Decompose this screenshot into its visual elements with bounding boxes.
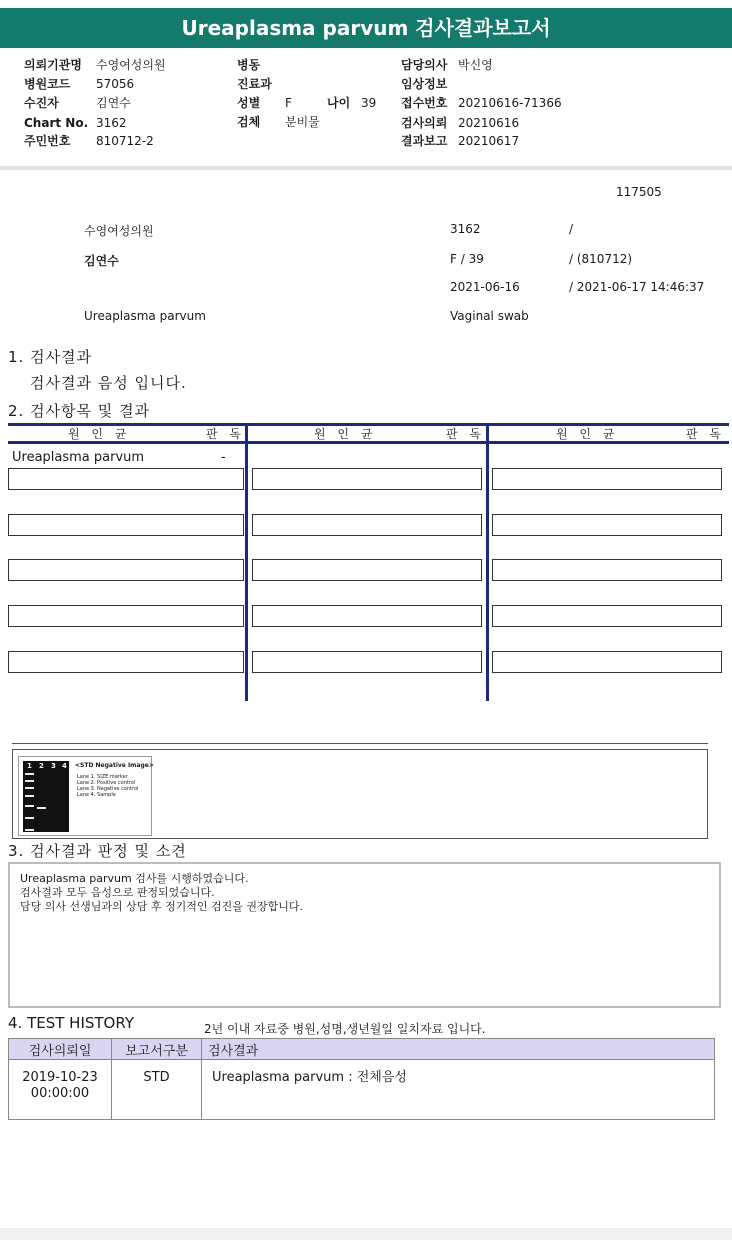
age-value: 39 xyxy=(361,96,377,110)
pi-report-datetime: / 2021-06-17 14:46:37 xyxy=(569,280,705,294)
doctor-value: 박신영 xyxy=(458,58,493,72)
department-row xyxy=(237,75,285,93)
institution-row xyxy=(24,56,166,74)
result-box xyxy=(492,514,722,536)
hospital-code-label: 병원코드 xyxy=(24,77,71,91)
institution-label: 의뢰기관명 xyxy=(24,58,82,72)
result-box xyxy=(8,559,244,581)
department-label: 진료과 xyxy=(237,77,272,91)
result-box xyxy=(252,605,482,627)
gel-legend-item: Lane 2. Positive control xyxy=(77,780,136,786)
gel-band xyxy=(25,787,34,789)
specimen-label: 검체 xyxy=(237,115,261,129)
col3-judgement-header: 판 독 xyxy=(686,427,725,441)
result-box xyxy=(8,651,244,673)
row1-result: - xyxy=(221,450,226,465)
pi-patient-name: 김연수 xyxy=(84,254,119,268)
gel-lane-label: 3 xyxy=(51,762,56,770)
result-box xyxy=(252,514,482,536)
gel-lane-label: 2 xyxy=(39,762,44,770)
history-header-type: 보고서구분 xyxy=(112,1039,202,1060)
gel-band xyxy=(25,795,34,797)
gel-image xyxy=(18,756,152,836)
col3-pathogen-header: 원 인 균 xyxy=(556,427,619,441)
bottom-bar xyxy=(0,1228,732,1240)
patient-label: 수진자 xyxy=(24,96,59,110)
resident-no-label: 주민번호 xyxy=(24,134,71,148)
receipt-no-row xyxy=(401,94,562,112)
resident-no-row xyxy=(24,132,154,150)
result-box xyxy=(492,468,722,490)
result-box xyxy=(8,468,244,490)
gel-title: <STD Negative Image> xyxy=(75,762,154,769)
image-top-rule xyxy=(12,743,708,744)
ward-label: 병동 xyxy=(237,58,261,72)
history-row xyxy=(9,1060,715,1120)
hospital-code-row xyxy=(24,75,134,93)
col2-pathogen-header: 원 인 균 xyxy=(314,427,377,441)
age-label: 나이 xyxy=(327,96,351,110)
section4-title: 4. TEST HISTORY xyxy=(8,1014,134,1032)
sex-age-row xyxy=(237,94,376,112)
history-result: Ureaplasma parvum : 전체음성 xyxy=(202,1060,715,1120)
sex-value: F xyxy=(285,96,292,110)
sex-label: 성별 xyxy=(237,96,261,110)
ward-row xyxy=(237,56,285,74)
report-code: 117505 xyxy=(616,185,662,199)
gel-lane-label: 4 xyxy=(62,762,67,770)
opinion-line: Ureaplasma parvum 검사를 시행하였습니다. xyxy=(20,872,249,885)
history-date: 2019-10-23 xyxy=(22,1070,98,1085)
result-report-label: 결과보고 xyxy=(401,134,448,148)
resident-no-value: 810712-2 xyxy=(96,134,154,148)
opinion-line: 검사결과 모두 음성으로 판정되었습니다. xyxy=(20,886,215,899)
request-row xyxy=(401,114,519,132)
result-box xyxy=(252,651,482,673)
pi-chart-no: 3162 xyxy=(450,222,481,236)
chart-no-row xyxy=(24,114,127,132)
result-box xyxy=(252,468,482,490)
gel-band xyxy=(25,805,34,807)
row1-pathogen: Ureaplasma parvum xyxy=(12,450,145,465)
result-report-row xyxy=(401,132,519,150)
history-note: 2년 이내 자료중 병원,성명,생년월일 일치자료 입니다. xyxy=(204,1022,486,1036)
col1-judgement-header: 판 독 xyxy=(206,427,245,441)
pi-test-name: Ureaplasma parvum xyxy=(84,309,206,323)
section3-title: 3. 검사결과 판정 및 소견 xyxy=(8,842,187,860)
pi-institution: 수영여성의원 xyxy=(84,224,154,238)
gel-lane-label: 1 xyxy=(27,762,32,770)
gel-band xyxy=(25,829,34,831)
result-box xyxy=(492,605,722,627)
history-type: STD xyxy=(112,1060,202,1120)
section1-text: 검사결과 음성 입니다. xyxy=(30,374,187,392)
gel-legend-item: Lane 1. SIZE marker xyxy=(77,774,128,780)
section1-title: 1. 검사결과 xyxy=(8,348,93,366)
doctor-row xyxy=(401,56,493,74)
result-box xyxy=(492,559,722,581)
result-box xyxy=(8,605,244,627)
history-date-cell xyxy=(9,1060,112,1120)
col1-pathogen-header: 원 인 균 xyxy=(68,427,131,441)
pi-resident-no: / (810712) xyxy=(569,252,633,266)
specimen-value: 분비물 xyxy=(285,115,320,129)
patient-row xyxy=(24,94,131,112)
result-report-value: 20210617 xyxy=(458,134,520,148)
institution-value: 수영여성의원 xyxy=(96,58,166,72)
patient-value: 김연수 xyxy=(96,96,131,110)
specimen-row xyxy=(237,113,320,131)
hospital-code-value: 57056 xyxy=(96,77,135,91)
pi-request-date: 2021-06-16 xyxy=(450,280,520,294)
section2-title: 2. 검사항목 및 결과 xyxy=(8,402,151,420)
history-time: 00:00:00 xyxy=(30,1086,90,1101)
chart-no-value: 3162 xyxy=(96,116,127,130)
results-table-divider-1 xyxy=(245,423,248,701)
clinical-row xyxy=(401,75,458,93)
result-box xyxy=(492,651,722,673)
report-title: Ureaplasma parvum 검사결과보고서 xyxy=(0,8,732,48)
pi-sex-age: F / 39 xyxy=(450,252,484,266)
pi-specimen: Vaginal swab xyxy=(450,309,529,323)
col2-judgement-header: 판 독 xyxy=(446,427,485,441)
opinion-box xyxy=(8,862,721,1008)
gel-band xyxy=(25,780,34,782)
gel-band xyxy=(25,817,34,819)
result-box xyxy=(8,514,244,536)
doctor-label: 담당의사 xyxy=(401,58,448,72)
gel-band xyxy=(37,807,46,809)
header-separator xyxy=(0,166,732,170)
receipt-no-value: 20210616-71366 xyxy=(458,96,562,110)
result-box xyxy=(252,559,482,581)
receipt-no-label: 접수번호 xyxy=(401,96,448,110)
results-table-divider-2 xyxy=(486,423,489,701)
gel-photo xyxy=(23,761,69,832)
pi-slash: / xyxy=(569,222,574,236)
gel-legend-item: Lane 4. Sample xyxy=(77,792,116,798)
gel-band xyxy=(25,773,34,775)
chart-no-label: Chart No. xyxy=(24,116,89,130)
opinion-line: 담당 의사 선생님과의 상담 후 정기적인 검진을 권장합니다. xyxy=(20,900,303,913)
clinical-label: 임상정보 xyxy=(401,77,448,91)
gel-legend-item: Lane 3. Negative control xyxy=(77,786,139,792)
request-value: 20210616 xyxy=(458,116,520,130)
request-label: 검사의뢰 xyxy=(401,116,448,130)
history-header-result: 검사결과 xyxy=(202,1039,715,1060)
history-header-date: 검사의뢰일 xyxy=(9,1039,112,1060)
history-table xyxy=(8,1038,715,1120)
